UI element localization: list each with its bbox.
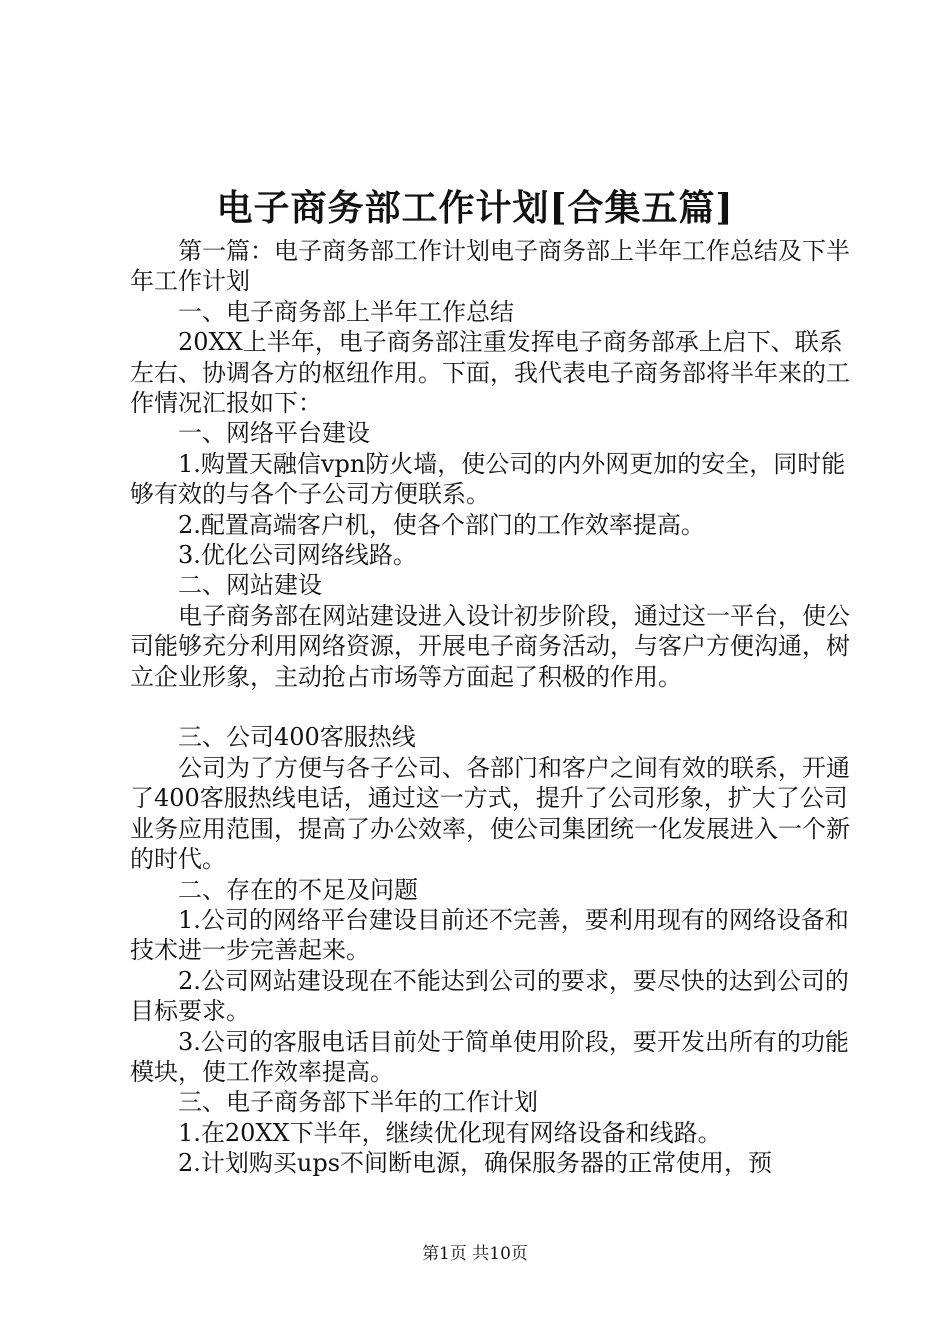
paragraph-3: 20XX上半年，电子商务部注重发挥电子商务部承上启下、联系左右、协调各方的枢纽作用。下面，我代表电子商务部将半年来的工作情况汇报如下： xyxy=(130,328,850,418)
document-body xyxy=(130,236,850,1179)
paragraph-6: 2.配置高端客户机，使各个部门的工作效率提高。 xyxy=(178,510,705,539)
paragraph-2: 一、电子商务部上半年工作总结 xyxy=(178,297,514,326)
page-number-footer: 第1页 共10页 xyxy=(422,1244,528,1264)
paragraph-18: 2.计划购买ups不间断电源，确保服务器的正常使用，预 xyxy=(178,1149,773,1178)
paragraph-9: 电子商务部在网站建设进入设计初步阶段，通过这一平台，使公司能够充分利用网络资源，开展电子商务活动，与客户方便沟通，树立企业形象，主动抢占市场等方面起了积极的作用。 xyxy=(130,601,850,691)
paragraph-16: 三、电子商务部下半年的工作计划 xyxy=(178,1088,538,1117)
paragraph-10: 三、公司400客服热线 xyxy=(178,723,416,752)
paragraph-17: 1.在20XX下半年，继续优化现有网络设备和线路。 xyxy=(178,1118,722,1147)
paragraph-1: 第一篇：电子商务部工作计划电子商务部上半年工作总结及下半年工作计划 xyxy=(130,237,850,296)
paragraph-spacer xyxy=(130,692,850,722)
paragraph-15: 3.公司的客服电话目前处于简单使用阶段，要开发出所有的功能模块，使工作效率提高。 xyxy=(130,1027,849,1086)
paragraph-5: 1.购置天融信vpn防火墙，使公司的内外网更加的安全，同时能够有效的与各个子公司方便联系。 xyxy=(130,449,846,509)
paragraph-13: 1.公司的网络平台建设目前还不完善，要利用现有的网络设备和技术进一步完善起来。 xyxy=(130,905,849,965)
paragraph-8: 二、网站建设 xyxy=(178,571,322,600)
paragraph-4: 一、网络平台建设 xyxy=(178,419,370,448)
paragraph-7: 3.优化公司网络线路。 xyxy=(178,541,417,570)
paragraph-11: 公司为了方便与各子公司、各部门和客户之间有效的联系，开通了400客服热线电话，通过这一方式，提升了公司形象，扩大了公司业务应用范围，提高了办公效率，使公司集团统一化发展进入一个新的时代。 xyxy=(130,753,850,874)
document-title: 电子商务部工作计划[合集五篇] xyxy=(216,187,734,229)
paragraph-12: 二、存在的不足及问题 xyxy=(178,875,418,904)
paragraph-14: 2.公司网站建设现在不能达到公司的要求，要尽快的达到公司的目标要求。 xyxy=(130,966,849,1026)
